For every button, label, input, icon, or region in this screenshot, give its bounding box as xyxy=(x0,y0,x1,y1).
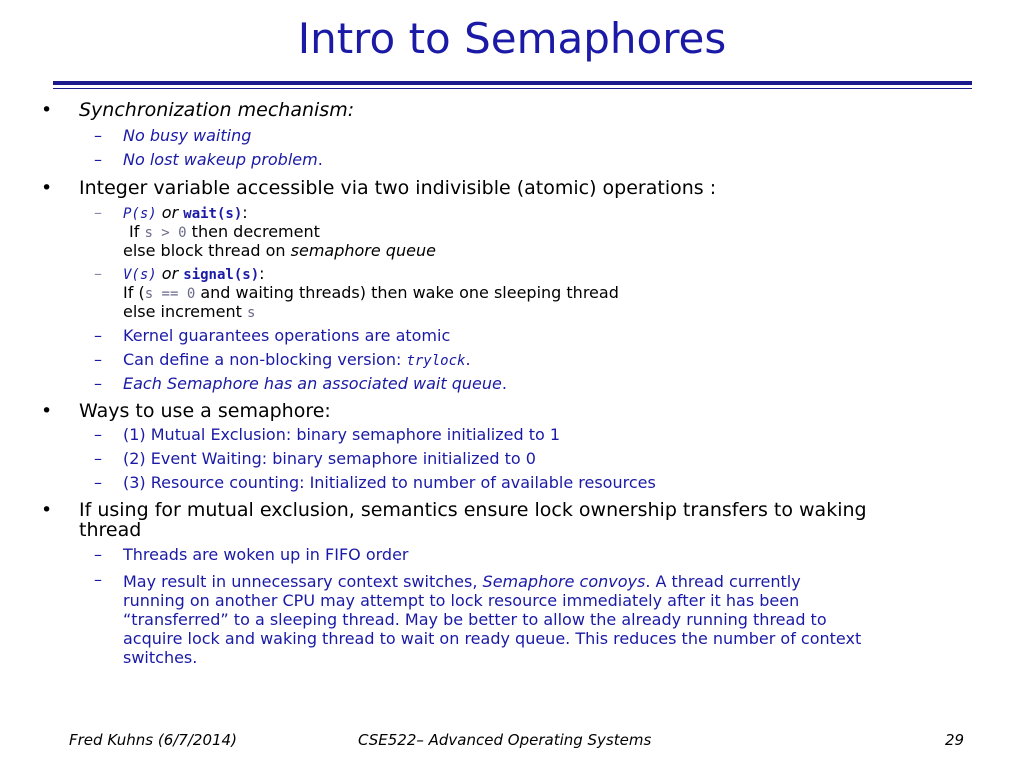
s-var-code: s xyxy=(246,305,256,321)
else-inc-text: else increment xyxy=(123,302,247,321)
if-text: If xyxy=(129,222,145,241)
semaphore-queue-text: semaphore queue xyxy=(290,241,436,260)
dash-marker: – xyxy=(94,150,102,169)
sub-mutual-exclusion: (1) Mutual Exclusion: binary semaphore initialized to 1 xyxy=(123,425,561,444)
dash-marker: – xyxy=(94,425,102,444)
slide-title: Intro to Semaphores xyxy=(297,14,727,63)
bullet-ways-to-use: Ways to use a semaphore: xyxy=(79,400,331,422)
bullet-marker: • xyxy=(41,177,53,199)
convoy-line-5: switches. xyxy=(123,648,198,667)
dash-marker: – xyxy=(94,374,102,393)
sub-fifo-order: Threads are woken up in FIFO order xyxy=(123,545,409,564)
nonblock-prefix: Can define a non-blocking version: xyxy=(123,350,407,369)
v-else-line xyxy=(123,304,255,321)
sub-no-lost-wakeup-text: No lost wakeup problem xyxy=(123,150,318,169)
v-if-line xyxy=(123,285,619,302)
bullet-marker: • xyxy=(41,400,53,422)
dash-marker: – xyxy=(94,350,102,369)
footer-page-number: 29 xyxy=(945,731,965,749)
sub-no-busy-waiting: No busy waiting xyxy=(123,126,252,145)
or-text: or xyxy=(156,264,184,283)
dash-marker: – xyxy=(94,264,102,283)
cond-code: s > 0 xyxy=(144,225,187,241)
convoy-line-1 xyxy=(123,572,861,591)
bullet-sync-mechanism: Synchronization mechanism: xyxy=(79,99,355,121)
sub-kernel-guarantees: Kernel guarantees operations are atomic xyxy=(123,326,451,345)
dash-marker: – xyxy=(94,203,102,222)
sub-nonblocking xyxy=(123,352,471,369)
bullet-marker: • xyxy=(41,99,53,121)
v-code: V(s) xyxy=(123,267,157,283)
sub-no-lost-wakeup-period: . xyxy=(317,150,323,169)
cond2-code: s == 0 xyxy=(144,286,196,302)
dash-marker: – xyxy=(94,570,102,589)
dash-marker: – xyxy=(94,326,102,345)
footer-author: Fred Kuhns (6/7/2014) xyxy=(69,731,237,749)
footer-course: CSE522– Advanced Operating Systems xyxy=(358,731,652,749)
bullet-marker: • xyxy=(41,499,53,521)
each-sem-end: . xyxy=(501,374,507,393)
dash-marker: – xyxy=(94,449,102,468)
lock-ownership-line-1: If using for mutual exclusion, semantics ensure lock ownership transfers to waking xyxy=(79,499,867,521)
sub-event-waiting: (2) Event Waiting: binary semaphore initialized to 0 xyxy=(123,449,536,468)
nonblock-end: . xyxy=(465,350,471,369)
colon-text: : xyxy=(259,264,265,283)
signal-code: signal(s) xyxy=(183,267,260,283)
p-code: P(s) xyxy=(123,206,157,222)
lock-ownership-line-2: thread xyxy=(79,519,142,542)
convoy-line-3: “transferred” to a sleeping thread. May be better to allow the already running thread to xyxy=(123,610,827,629)
p-else-line xyxy=(123,243,436,260)
sub-v-operation xyxy=(123,266,265,283)
convoy-prefix: May result in unnecessary context switches, xyxy=(123,572,483,591)
sub-no-lost-wakeup xyxy=(123,152,323,169)
trylock-code: trylock xyxy=(406,353,466,369)
if2-prefix: If ( xyxy=(123,283,145,302)
sub-wait-queue xyxy=(123,376,507,393)
sub-p-operation xyxy=(123,205,248,222)
bullet-integer-variable: Integer variable accessible via two indivisible (atomic) operations : xyxy=(79,177,717,199)
sub-convoys xyxy=(123,572,861,667)
or-text: or xyxy=(156,203,184,222)
wait-code: wait(s) xyxy=(183,206,243,222)
dash-marker: – xyxy=(94,473,102,492)
sub-resource-counting: (3) Resource counting: Initialized to number of available resources xyxy=(123,473,656,492)
bullet-lock-ownership xyxy=(79,500,867,540)
convoy-line1-rest: . A thread currently xyxy=(645,572,801,591)
p-if-line xyxy=(129,224,320,241)
colon-text: : xyxy=(242,203,248,222)
each-sem-text: Each Semaphore has an associated wait queue xyxy=(123,374,502,393)
convoy-line-4: acquire lock and waking thread to wait on ready queue. This reduces the number of context xyxy=(123,629,862,648)
if2-suffix: and waiting threads) then wake one sleeping thread xyxy=(195,283,619,302)
dash-marker: – xyxy=(94,126,102,145)
then-text: then decrement xyxy=(186,222,320,241)
convoy-italic: Semaphore convoys xyxy=(482,572,646,591)
dash-marker: – xyxy=(94,545,102,564)
else-block-text: else block thread on xyxy=(123,241,291,260)
convoy-line-2: running on another CPU may attempt to lock resource immediately after it has been xyxy=(123,591,800,610)
